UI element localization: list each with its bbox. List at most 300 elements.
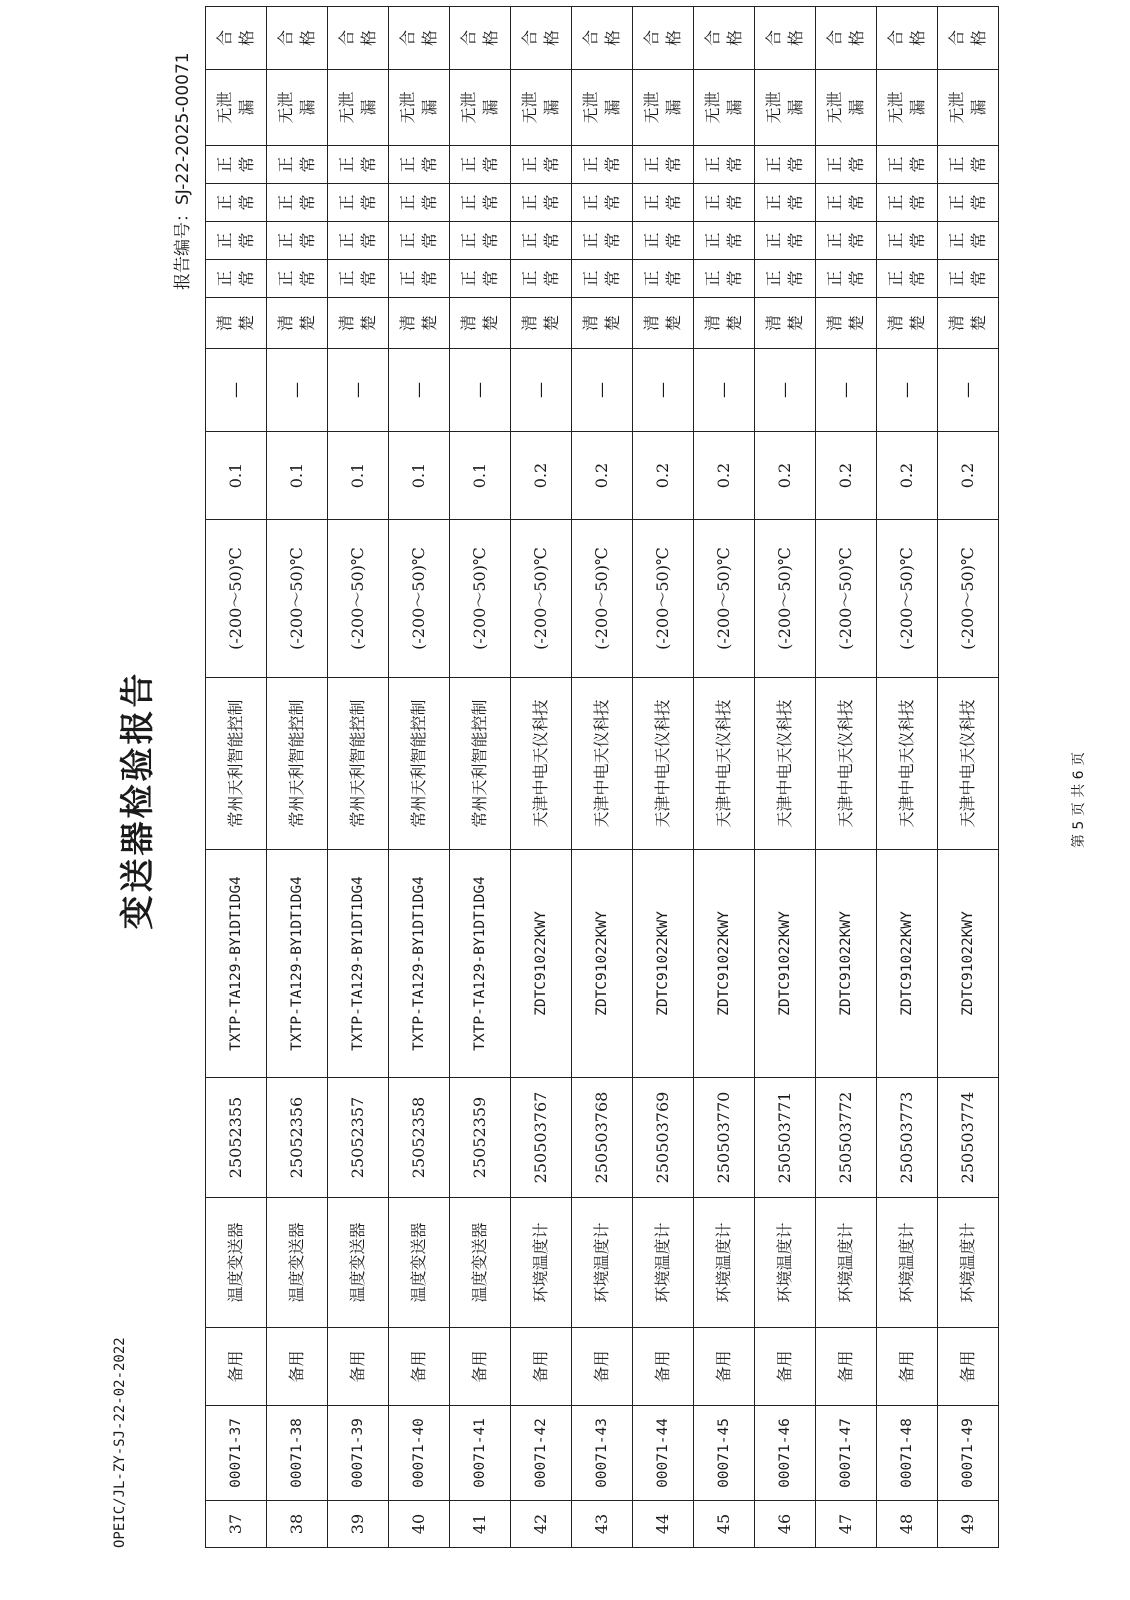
check4-cell-part: 正 bbox=[825, 156, 844, 173]
leak-cell bbox=[511, 70, 572, 146]
leak-cell bbox=[389, 70, 450, 146]
check3-cell bbox=[694, 184, 755, 222]
appearance-cell-part: 清 bbox=[886, 315, 905, 332]
maker-cell: 天津中电天仪科技 bbox=[938, 678, 999, 850]
check1-cell-part: 正 bbox=[520, 270, 539, 287]
check2-cell bbox=[267, 222, 328, 260]
result-cell-part: 格 bbox=[786, 30, 805, 47]
accuracy-cell: 0.2 bbox=[938, 432, 999, 520]
check1-cell-part: 常 bbox=[664, 270, 683, 287]
check1-cell-part: 常 bbox=[420, 270, 439, 287]
seq-cell: 39 bbox=[328, 1501, 389, 1548]
maker-cell: 天津中电天仪科技 bbox=[511, 678, 572, 850]
usage-cell: 备用 bbox=[755, 1328, 816, 1406]
check1-cell bbox=[206, 260, 267, 298]
leak-cell-part: 无泄 bbox=[825, 91, 844, 124]
dash-cell: — bbox=[938, 349, 999, 432]
check1-cell-part: 常 bbox=[298, 270, 317, 287]
appearance-cell bbox=[694, 298, 755, 349]
accuracy-cell: 0.2 bbox=[511, 432, 572, 520]
usage-cell: 备用 bbox=[267, 1328, 328, 1406]
table-row bbox=[755, 7, 816, 1548]
seq-cell: 45 bbox=[694, 1501, 755, 1548]
check4-cell-part: 常 bbox=[359, 156, 378, 173]
maker-cell: 天津中电天仪科技 bbox=[694, 678, 755, 850]
appearance-cell-part: 楚 bbox=[969, 315, 988, 332]
serial-cell: 250503773 bbox=[877, 1078, 938, 1198]
leak-cell bbox=[938, 70, 999, 146]
appearance-cell-part: 清 bbox=[276, 315, 295, 332]
table-row bbox=[572, 7, 633, 1548]
maker-cell: 天津中电天仪科技 bbox=[816, 678, 877, 850]
check1-cell-part: 正 bbox=[947, 270, 966, 287]
check4-cell-part: 正 bbox=[215, 156, 234, 173]
name-cell: 环境温度计 bbox=[938, 1198, 999, 1328]
appearance-cell-part: 清 bbox=[215, 315, 234, 332]
check4-cell bbox=[694, 146, 755, 184]
check4-cell bbox=[267, 146, 328, 184]
range-cell: (-200～50)℃ bbox=[511, 520, 572, 678]
check3-cell-part: 正 bbox=[520, 194, 539, 211]
check3-cell-part: 常 bbox=[786, 194, 805, 211]
check2-cell-part: 常 bbox=[359, 232, 378, 249]
appearance-cell-part: 清 bbox=[520, 315, 539, 332]
check1-cell-part: 正 bbox=[276, 270, 295, 287]
appearance-cell bbox=[389, 298, 450, 349]
usage-cell: 备用 bbox=[938, 1328, 999, 1406]
check3-cell-part: 常 bbox=[664, 194, 683, 211]
usage-cell: 备用 bbox=[328, 1328, 389, 1406]
serial-cell: 250503768 bbox=[572, 1078, 633, 1198]
id-cell: 00071-46 bbox=[755, 1406, 816, 1501]
check1-cell-part: 正 bbox=[215, 270, 234, 287]
check4-cell-part: 常 bbox=[847, 156, 866, 173]
check2-cell-part: 正 bbox=[947, 232, 966, 249]
check2-cell-part: 正 bbox=[825, 232, 844, 249]
result-cell-part: 格 bbox=[908, 30, 927, 47]
check2-cell-part: 常 bbox=[664, 232, 683, 249]
check4-cell-part: 常 bbox=[420, 156, 439, 173]
result-cell bbox=[450, 7, 511, 70]
check3-cell bbox=[267, 184, 328, 222]
check2-cell-part: 常 bbox=[786, 232, 805, 249]
check2-cell-part: 常 bbox=[908, 232, 927, 249]
check1-cell bbox=[450, 260, 511, 298]
check1-cell-part: 常 bbox=[908, 270, 927, 287]
check2-cell-part: 常 bbox=[847, 232, 866, 249]
seq-cell: 48 bbox=[877, 1501, 938, 1548]
check4-cell-part: 常 bbox=[908, 156, 927, 173]
check4-cell-part: 常 bbox=[542, 156, 561, 173]
usage-cell: 备用 bbox=[572, 1328, 633, 1406]
maker-cell: 天津中电天仪科技 bbox=[572, 678, 633, 850]
name-cell: 环境温度计 bbox=[572, 1198, 633, 1328]
model-cell: ZDTC91022KWY bbox=[816, 850, 877, 1078]
leak-cell bbox=[267, 70, 328, 146]
check4-cell-part: 常 bbox=[603, 156, 622, 173]
check3-cell bbox=[877, 184, 938, 222]
check1-cell bbox=[938, 260, 999, 298]
table-row bbox=[877, 7, 938, 1548]
leak-cell-part: 无泄 bbox=[764, 91, 783, 124]
accuracy-cell: 0.1 bbox=[450, 432, 511, 520]
accuracy-cell: 0.1 bbox=[328, 432, 389, 520]
accuracy-cell: 0.1 bbox=[267, 432, 328, 520]
check2-cell bbox=[938, 222, 999, 260]
leak-cell bbox=[206, 70, 267, 146]
range-cell: (-200～50)℃ bbox=[694, 520, 755, 678]
dash-cell: — bbox=[450, 349, 511, 432]
check3-cell-part: 正 bbox=[703, 194, 722, 211]
check4-cell-part: 常 bbox=[664, 156, 683, 173]
leak-cell-part: 无泄 bbox=[703, 91, 722, 124]
result-cell bbox=[816, 7, 877, 70]
leak-cell-part: 漏 bbox=[664, 99, 683, 116]
check1-cell-part: 正 bbox=[581, 270, 600, 287]
check2-cell-part: 正 bbox=[398, 232, 417, 249]
model-cell: TXTP-TA129-BY1DT1DG4 bbox=[267, 850, 328, 1078]
usage-cell: 备用 bbox=[694, 1328, 755, 1406]
check4-cell-part: 正 bbox=[764, 156, 783, 173]
result-cell-part: 格 bbox=[847, 30, 866, 47]
appearance-cell-part: 清 bbox=[398, 315, 417, 332]
check4-cell-part: 常 bbox=[481, 156, 500, 173]
check2-cell-part: 常 bbox=[603, 232, 622, 249]
check1-cell-part: 正 bbox=[642, 270, 661, 287]
model-cell: ZDTC91022KWY bbox=[938, 850, 999, 1078]
check4-cell-part: 常 bbox=[725, 156, 744, 173]
result-cell bbox=[877, 7, 938, 70]
check1-cell-part: 正 bbox=[337, 270, 356, 287]
check1-cell-part: 正 bbox=[825, 270, 844, 287]
check2-cell-part: 正 bbox=[703, 232, 722, 249]
appearance-cell bbox=[877, 298, 938, 349]
check3-cell-part: 正 bbox=[581, 194, 600, 211]
check1-cell bbox=[389, 260, 450, 298]
appearance-cell-part: 楚 bbox=[359, 315, 378, 332]
leak-cell-part: 无泄 bbox=[276, 91, 295, 124]
leak-cell-part: 无泄 bbox=[215, 91, 234, 124]
check4-cell bbox=[511, 146, 572, 184]
range-cell: (-200～50)℃ bbox=[755, 520, 816, 678]
document-code: OPEIC/JL-ZY-SJ-22-02-2022 bbox=[112, 1337, 128, 1548]
check2-cell bbox=[572, 222, 633, 260]
check1-cell-part: 正 bbox=[459, 270, 478, 287]
usage-cell: 备用 bbox=[511, 1328, 572, 1406]
check3-cell-part: 正 bbox=[886, 194, 905, 211]
check1-cell-part: 常 bbox=[481, 270, 500, 287]
check1-cell-part: 正 bbox=[703, 270, 722, 287]
usage-cell: 备用 bbox=[206, 1328, 267, 1406]
result-cell-part: 合 bbox=[276, 30, 295, 47]
leak-cell-part: 漏 bbox=[603, 99, 622, 116]
leak-cell bbox=[450, 70, 511, 146]
check2-cell-part: 常 bbox=[237, 232, 256, 249]
check2-cell-part: 正 bbox=[886, 232, 905, 249]
leak-cell-part: 无泄 bbox=[947, 91, 966, 124]
table-row bbox=[389, 7, 450, 1548]
name-cell: 温度变送器 bbox=[267, 1198, 328, 1328]
model-cell: ZDTC91022KWY bbox=[755, 850, 816, 1078]
table-row bbox=[267, 7, 328, 1548]
seq-cell: 41 bbox=[450, 1501, 511, 1548]
check2-cell-part: 常 bbox=[725, 232, 744, 249]
name-cell: 温度变送器 bbox=[328, 1198, 389, 1328]
check2-cell bbox=[389, 222, 450, 260]
usage-cell: 备用 bbox=[816, 1328, 877, 1406]
check2-cell-part: 正 bbox=[764, 232, 783, 249]
range-cell: (-200～50)℃ bbox=[877, 520, 938, 678]
check1-cell bbox=[633, 260, 694, 298]
appearance-cell bbox=[328, 298, 389, 349]
check1-cell bbox=[816, 260, 877, 298]
dash-cell: — bbox=[572, 349, 633, 432]
leak-cell-part: 无泄 bbox=[886, 91, 905, 124]
check3-cell-part: 常 bbox=[298, 194, 317, 211]
result-cell-part: 合 bbox=[947, 30, 966, 47]
serial-cell: 250503772 bbox=[816, 1078, 877, 1198]
appearance-cell-part: 楚 bbox=[908, 315, 927, 332]
appearance-cell-part: 清 bbox=[581, 315, 600, 332]
range-cell: (-200～50)℃ bbox=[938, 520, 999, 678]
usage-cell: 备用 bbox=[877, 1328, 938, 1406]
check4-cell bbox=[633, 146, 694, 184]
result-cell-part: 合 bbox=[398, 30, 417, 47]
check3-cell bbox=[816, 184, 877, 222]
check3-cell bbox=[572, 184, 633, 222]
check2-cell-part: 常 bbox=[969, 232, 988, 249]
id-cell: 00071-45 bbox=[694, 1406, 755, 1501]
appearance-cell-part: 清 bbox=[703, 315, 722, 332]
appearance-cell bbox=[450, 298, 511, 349]
check3-cell-part: 正 bbox=[459, 194, 478, 211]
accuracy-cell: 0.1 bbox=[389, 432, 450, 520]
accuracy-cell: 0.2 bbox=[633, 432, 694, 520]
range-cell: (-200～50)℃ bbox=[572, 520, 633, 678]
serial-cell: 250503771 bbox=[755, 1078, 816, 1198]
appearance-cell-part: 清 bbox=[459, 315, 478, 332]
name-cell: 环境温度计 bbox=[816, 1198, 877, 1328]
appearance-cell-part: 楚 bbox=[786, 315, 805, 332]
leak-cell bbox=[816, 70, 877, 146]
range-cell: (-200～50)℃ bbox=[633, 520, 694, 678]
check2-cell-part: 正 bbox=[215, 232, 234, 249]
serial-cell: 25052359 bbox=[450, 1078, 511, 1198]
check3-cell bbox=[450, 184, 511, 222]
check3-cell-part: 常 bbox=[359, 194, 378, 211]
appearance-cell-part: 楚 bbox=[481, 315, 500, 332]
model-cell: ZDTC91022KWY bbox=[694, 850, 755, 1078]
name-cell: 温度变送器 bbox=[450, 1198, 511, 1328]
check4-cell bbox=[572, 146, 633, 184]
result-cell-part: 合 bbox=[459, 30, 478, 47]
usage-cell: 备用 bbox=[633, 1328, 694, 1406]
id-cell: 00071-38 bbox=[267, 1406, 328, 1501]
check3-cell-part: 常 bbox=[542, 194, 561, 211]
check1-cell bbox=[328, 260, 389, 298]
check4-cell-part: 常 bbox=[298, 156, 317, 173]
leak-cell-part: 无泄 bbox=[459, 91, 478, 124]
check1-cell bbox=[511, 260, 572, 298]
leak-cell-part: 无泄 bbox=[642, 91, 661, 124]
id-cell: 00071-44 bbox=[633, 1406, 694, 1501]
dash-cell: — bbox=[511, 349, 572, 432]
check1-cell bbox=[755, 260, 816, 298]
result-cell-part: 合 bbox=[581, 30, 600, 47]
check2-cell-part: 常 bbox=[481, 232, 500, 249]
check1-cell-part: 常 bbox=[847, 270, 866, 287]
leak-cell bbox=[328, 70, 389, 146]
model-cell: ZDTC91022KWY bbox=[572, 850, 633, 1078]
check3-cell bbox=[328, 184, 389, 222]
check2-cell bbox=[755, 222, 816, 260]
model-cell: ZDTC91022KWY bbox=[877, 850, 938, 1078]
check3-cell-part: 常 bbox=[969, 194, 988, 211]
accuracy-cell: 0.2 bbox=[877, 432, 938, 520]
serial-cell: 250503767 bbox=[511, 1078, 572, 1198]
check4-cell bbox=[877, 146, 938, 184]
check4-cell bbox=[206, 146, 267, 184]
result-cell bbox=[633, 7, 694, 70]
check4-cell-part: 正 bbox=[398, 156, 417, 173]
check3-cell-part: 正 bbox=[642, 194, 661, 211]
appearance-cell bbox=[511, 298, 572, 349]
result-cell-part: 格 bbox=[481, 30, 500, 47]
usage-cell: 备用 bbox=[389, 1328, 450, 1406]
result-cell bbox=[694, 7, 755, 70]
check4-cell bbox=[755, 146, 816, 184]
leak-cell-part: 漏 bbox=[786, 99, 805, 116]
inspection-table bbox=[205, 6, 999, 1548]
report-number: 报告编号：SJ-22-2025-00071 bbox=[173, 52, 193, 290]
dash-cell: — bbox=[816, 349, 877, 432]
leak-cell bbox=[755, 70, 816, 146]
model-cell: TXTP-TA129-BY1DT1DG4 bbox=[328, 850, 389, 1078]
name-cell: 环境温度计 bbox=[877, 1198, 938, 1328]
page-title: 变送器检验报告 bbox=[118, 670, 158, 930]
dash-cell: — bbox=[328, 349, 389, 432]
page-number: 第 5 页 共 6 页 bbox=[1071, 751, 1087, 849]
check2-cell-part: 常 bbox=[420, 232, 439, 249]
check3-cell-part: 正 bbox=[215, 194, 234, 211]
model-cell: ZDTC91022KWY bbox=[511, 850, 572, 1078]
check3-cell-part: 常 bbox=[603, 194, 622, 211]
result-cell-part: 格 bbox=[725, 30, 744, 47]
check2-cell bbox=[511, 222, 572, 260]
result-cell-part: 格 bbox=[542, 30, 561, 47]
seq-cell: 40 bbox=[389, 1501, 450, 1548]
model-cell: ZDTC91022KWY bbox=[633, 850, 694, 1078]
check3-cell bbox=[206, 184, 267, 222]
table-row bbox=[450, 7, 511, 1548]
check4-cell-part: 正 bbox=[459, 156, 478, 173]
maker-cell: 天津中电天仪科技 bbox=[877, 678, 938, 850]
check4-cell bbox=[389, 146, 450, 184]
leak-cell-part: 漏 bbox=[542, 99, 561, 116]
accuracy-cell: 0.2 bbox=[816, 432, 877, 520]
check3-cell-part: 常 bbox=[725, 194, 744, 211]
maker-cell: 常州天利智能控制 bbox=[389, 678, 450, 850]
check1-cell-part: 常 bbox=[725, 270, 744, 287]
check1-cell-part: 常 bbox=[359, 270, 378, 287]
usage-cell: 备用 bbox=[450, 1328, 511, 1406]
maker-cell: 天津中电天仪科技 bbox=[633, 678, 694, 850]
check4-cell bbox=[938, 146, 999, 184]
appearance-cell-part: 楚 bbox=[237, 315, 256, 332]
id-cell: 00071-43 bbox=[572, 1406, 633, 1501]
serial-cell: 250503769 bbox=[633, 1078, 694, 1198]
serial-cell: 25052358 bbox=[389, 1078, 450, 1198]
dash-cell: — bbox=[633, 349, 694, 432]
leak-cell-part: 漏 bbox=[359, 99, 378, 116]
check1-cell bbox=[572, 260, 633, 298]
serial-cell: 250503770 bbox=[694, 1078, 755, 1198]
result-cell bbox=[389, 7, 450, 70]
check3-cell bbox=[938, 184, 999, 222]
dash-cell: — bbox=[267, 349, 328, 432]
check1-cell-part: 正 bbox=[764, 270, 783, 287]
result-cell-part: 合 bbox=[825, 30, 844, 47]
serial-cell: 25052357 bbox=[328, 1078, 389, 1198]
check4-cell-part: 正 bbox=[886, 156, 905, 173]
result-cell bbox=[938, 7, 999, 70]
check3-cell-part: 正 bbox=[276, 194, 295, 211]
result-cell-part: 合 bbox=[215, 30, 234, 47]
result-cell-part: 合 bbox=[642, 30, 661, 47]
check4-cell bbox=[328, 146, 389, 184]
check3-cell bbox=[755, 184, 816, 222]
result-cell-part: 合 bbox=[703, 30, 722, 47]
dash-cell: — bbox=[694, 349, 755, 432]
check4-cell-part: 正 bbox=[581, 156, 600, 173]
range-cell: (-200～50)℃ bbox=[267, 520, 328, 678]
seq-cell: 46 bbox=[755, 1501, 816, 1548]
check4-cell-part: 正 bbox=[337, 156, 356, 173]
appearance-cell-part: 楚 bbox=[298, 315, 317, 332]
check3-cell-part: 常 bbox=[420, 194, 439, 211]
result-cell-part: 格 bbox=[664, 30, 683, 47]
name-cell: 温度变送器 bbox=[206, 1198, 267, 1328]
serial-cell: 25052355 bbox=[206, 1078, 267, 1198]
leak-cell bbox=[572, 70, 633, 146]
check2-cell bbox=[206, 222, 267, 260]
leak-cell-part: 无泄 bbox=[581, 91, 600, 124]
check4-cell-part: 常 bbox=[969, 156, 988, 173]
appearance-cell bbox=[755, 298, 816, 349]
check3-cell-part: 常 bbox=[481, 194, 500, 211]
name-cell: 环境温度计 bbox=[511, 1198, 572, 1328]
id-cell: 00071-40 bbox=[389, 1406, 450, 1501]
seq-cell: 38 bbox=[267, 1501, 328, 1548]
appearance-cell bbox=[938, 298, 999, 349]
check2-cell-part: 正 bbox=[642, 232, 661, 249]
seq-cell: 42 bbox=[511, 1501, 572, 1548]
dash-cell: — bbox=[389, 349, 450, 432]
range-cell: (-200～50)℃ bbox=[816, 520, 877, 678]
appearance-cell bbox=[267, 298, 328, 349]
result-cell-part: 合 bbox=[520, 30, 539, 47]
check2-cell bbox=[816, 222, 877, 260]
check3-cell-part: 正 bbox=[337, 194, 356, 211]
result-cell-part: 合 bbox=[764, 30, 783, 47]
result-cell-part: 格 bbox=[237, 30, 256, 47]
check4-cell bbox=[816, 146, 877, 184]
table-row bbox=[633, 7, 694, 1548]
leak-cell-part: 无泄 bbox=[337, 91, 356, 124]
check2-cell bbox=[633, 222, 694, 260]
accuracy-cell: 0.2 bbox=[572, 432, 633, 520]
leak-cell bbox=[694, 70, 755, 146]
